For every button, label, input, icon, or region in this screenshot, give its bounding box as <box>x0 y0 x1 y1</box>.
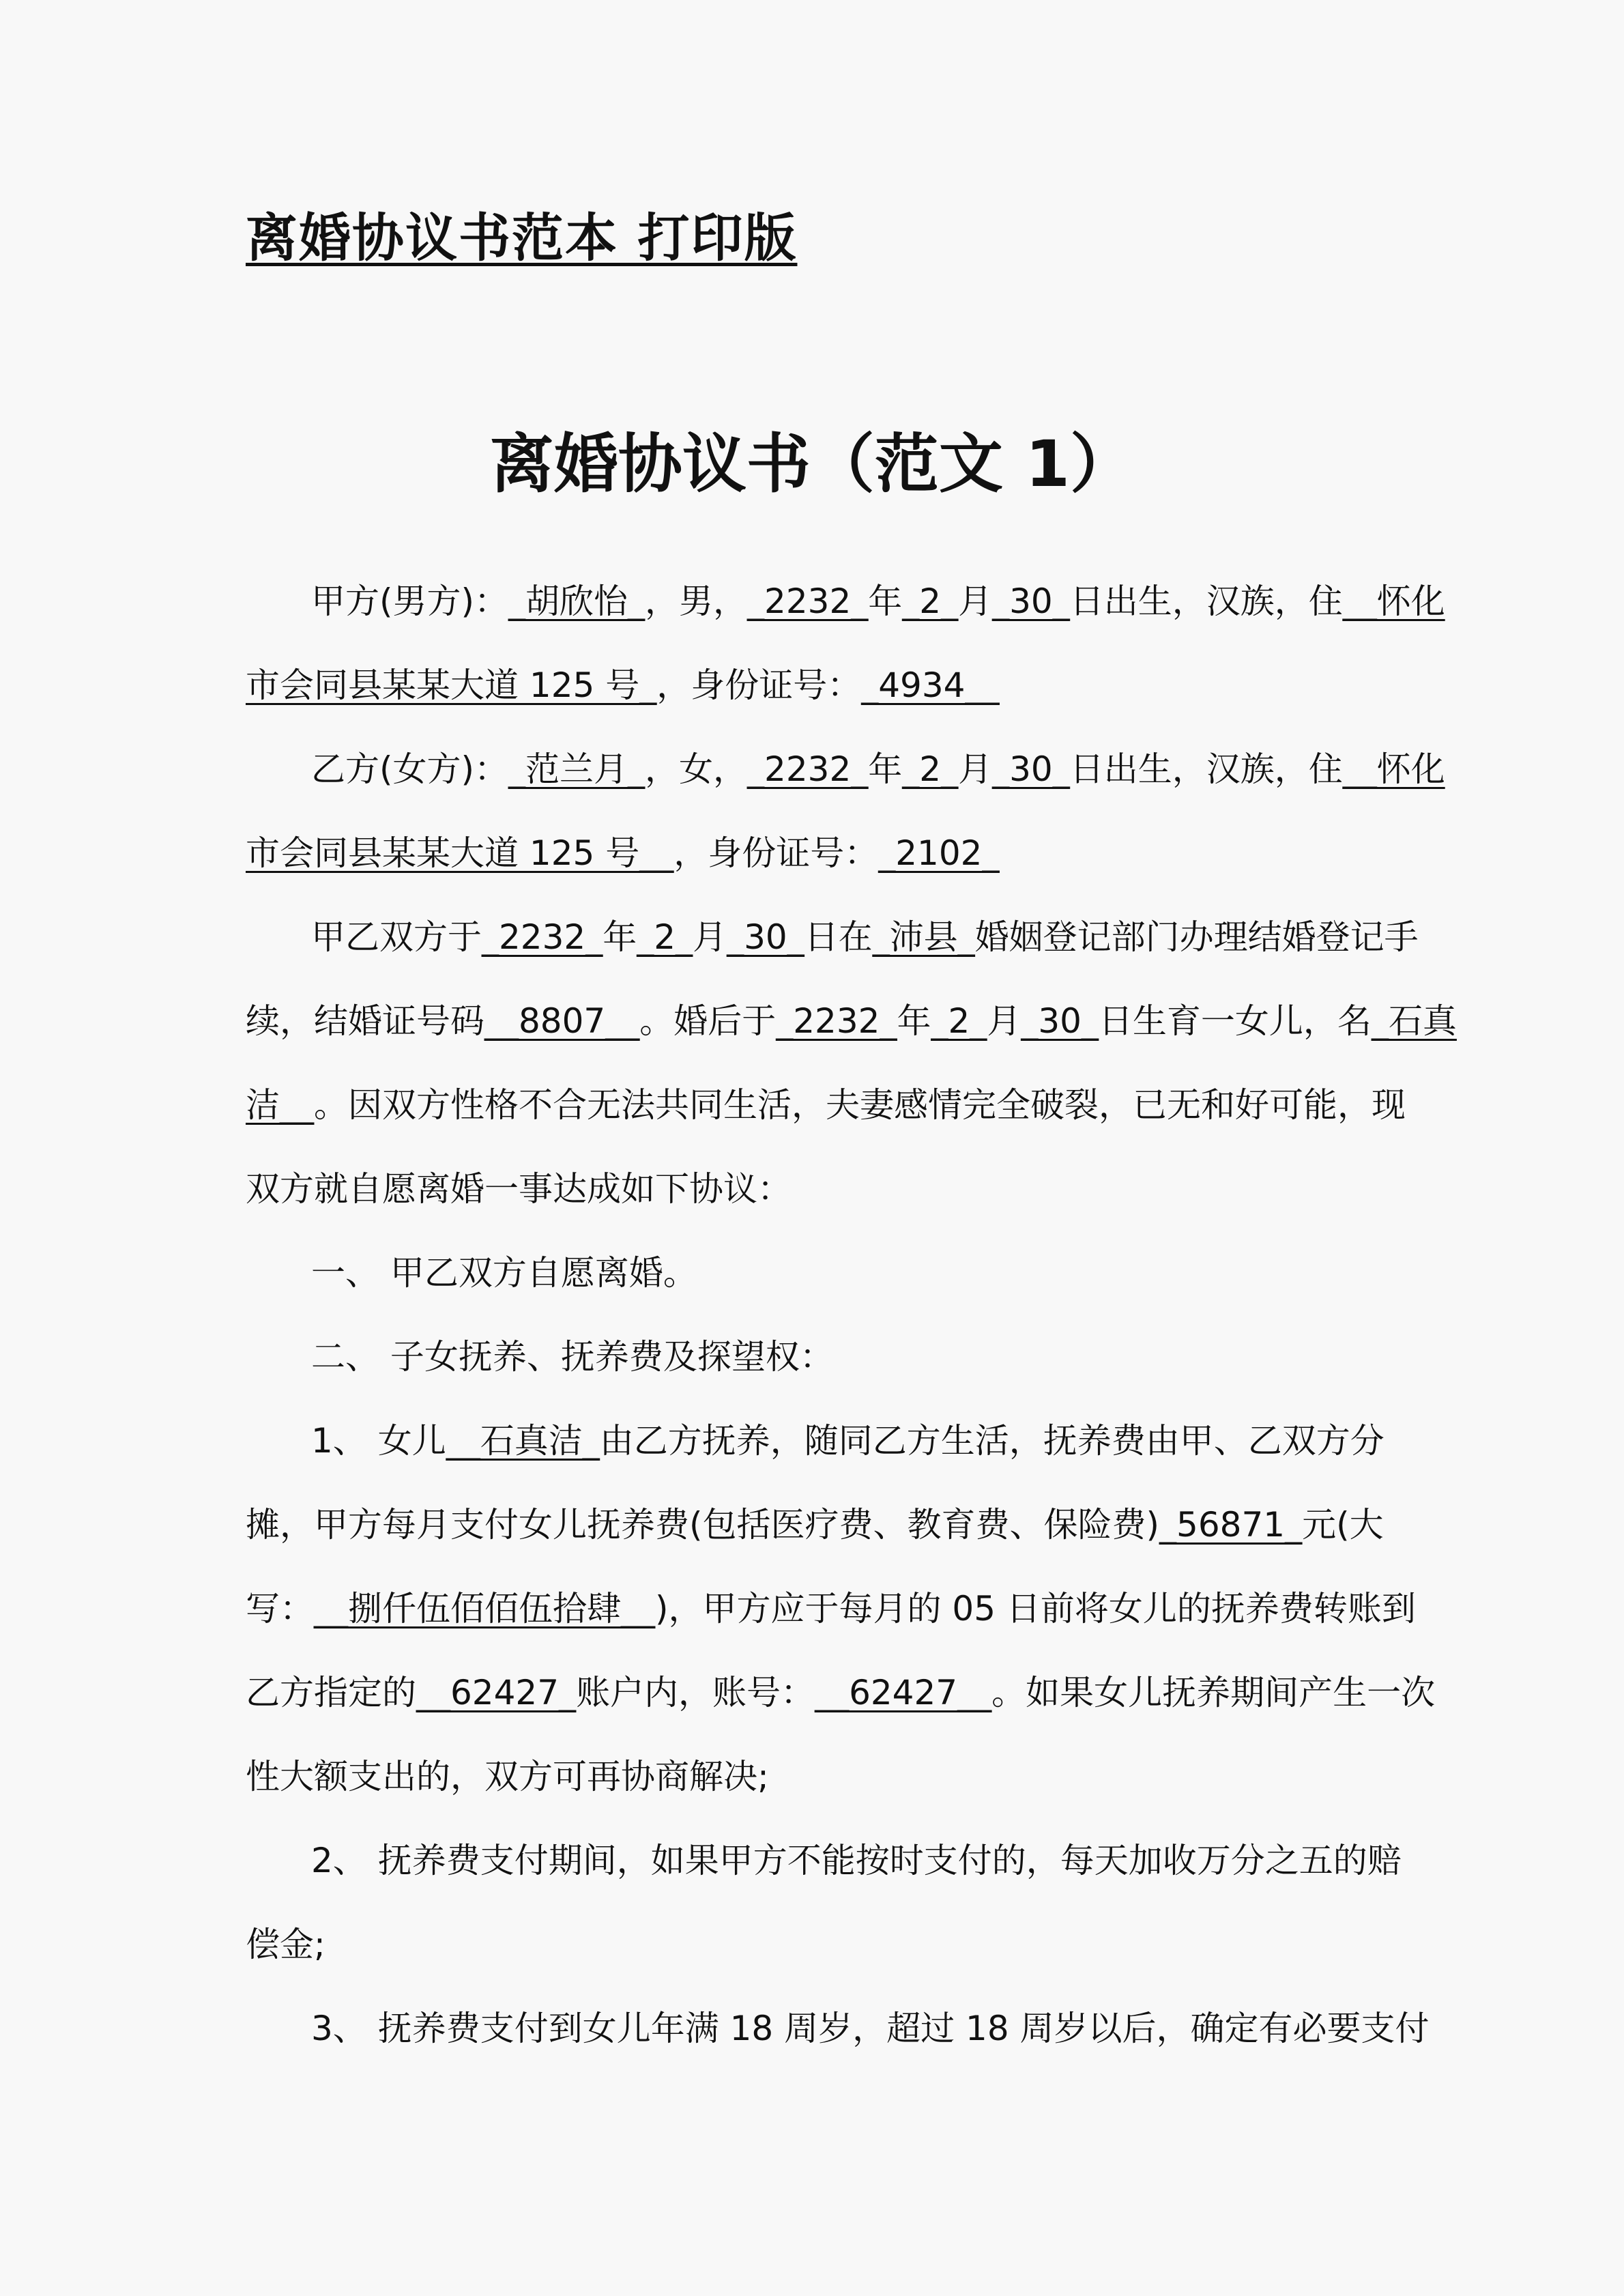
clause-1: 一、 甲乙双方自愿离婚。 <box>311 1253 697 1293</box>
party-a-birth-month: _2_ <box>902 582 959 621</box>
item-1-line-3: 写：__捌仟伍佰佰伍拾肆__)，甲方应于每月的 05 日前将女儿的抚养费转账到 <box>246 1589 1416 1628</box>
item-1-line-4: 乙方指定的__62427_账户内，账号：__62427__。如果女儿抚养期间产生一次 <box>246 1673 1436 1712</box>
marriage-year: _2232_ <box>482 917 603 957</box>
party-a-address-start: __怀化 <box>1342 582 1445 621</box>
party-b-address-end: 市会同县某某大道 125 号__ <box>246 833 674 873</box>
child-birth-day: _30_ <box>1021 1001 1099 1041</box>
item-2-line-2: 偿金; <box>246 1925 325 1964</box>
party-a-birth-year: _2232_ <box>747 582 869 621</box>
party-b-birth-month: _2_ <box>902 749 959 789</box>
party-b-address-start: __怀化 <box>1342 749 1445 789</box>
party-b-line-1: 乙方(女方)：_范兰月_，女，_2232_年_2_月_30_日出生，汉族，住__怀化 <box>311 749 1445 789</box>
party-a-name: _胡欣怡_ <box>508 582 646 621</box>
party-a-address-end: 市会同县某某大道 125 号_ <box>246 665 657 705</box>
marriage-month: _2_ <box>637 917 693 957</box>
child-name-end: 洁__ <box>246 1085 314 1125</box>
marriage-line-2: 续，结婚证号码__8807__。婚后于_2232_年_2_月_30_日生育一女儿，名_石真 <box>246 1001 1457 1041</box>
marriage-certificate-number: __8807__ <box>484 1001 640 1041</box>
clause-2: 二、 子女抚养、抚养费及探望权： <box>311 1337 834 1377</box>
marriage-line-4: 双方就自愿离婚一事达成如下协议： <box>246 1169 792 1209</box>
marriage-line-3: 洁__。因双方性格不合无法共同生活，夫妻感情完全破裂，已无和好可能，现 <box>246 1085 1406 1125</box>
party-b-birth-day: _30_ <box>992 749 1070 789</box>
party-a-line-2: 市会同县某某大道 125 号_，身份证号：_4934__ <box>246 665 1000 705</box>
child-name-start: _石真 <box>1371 1001 1457 1041</box>
child-birth-month: _2_ <box>931 1001 987 1041</box>
item-1-line-1: 1、 女儿__石真洁_由乙方抚养，随同乙方生活，抚养费由甲、乙双方分 <box>311 1421 1384 1461</box>
item-1-line-5: 性大额支出的，双方可再协商解决; <box>246 1757 769 1796</box>
bank-name: __62427_ <box>416 1673 577 1712</box>
agreement-title: 离婚协议书（范文 1） <box>489 427 1135 502</box>
document-title: 离婚协议书范本 打印版 <box>246 207 798 268</box>
account-number: __62427__ <box>815 1673 992 1712</box>
marriage-day: _30_ <box>727 917 804 957</box>
party-a-birth-day: _30_ <box>992 582 1070 621</box>
party-b-id-number: _2102_ <box>878 833 1000 873</box>
support-amount-capital: __捌仟伍佰佰伍拾肆__ <box>314 1589 655 1628</box>
item-2-line-1: 2、 抚养费支付期间，如果甲方不能按时支付的，每天加收万分之五的赔 <box>311 1841 1402 1880</box>
child-birth-year: _2232_ <box>776 1001 897 1041</box>
marriage-line-1: 甲乙双方于_2232_年_2_月_30_日在_沛县_婚姻登记部门办理结婚登记手 <box>311 917 1419 957</box>
support-amount: _56871_ <box>1159 1505 1303 1545</box>
party-b-birth-year: _2232_ <box>747 749 869 789</box>
agreement-body <box>246 560 1457 2071</box>
party-a-line-1: 甲方(男方)：_胡欣怡_，男，_2232_年_2_月_30_日出生，汉族，住__怀化 <box>311 582 1445 621</box>
party-b-line-2: 市会同县某某大道 125 号__，身份证号：_2102_ <box>246 833 1000 873</box>
party-b-name: _范兰月_ <box>508 749 646 789</box>
item-1-line-2: 摊，甲方每月支付女儿抚养费(包括医疗费、教育费、保险费)_56871_元(大 <box>246 1505 1384 1545</box>
party-a-id-number: _4934__ <box>861 665 1000 705</box>
item-3-line-1: 3、 抚养费支付到女儿年满 18 周岁，超过 18 周岁以后，确定有必要支付 <box>311 2009 1430 2048</box>
marriage-place: _沛县_ <box>872 917 975 957</box>
custody-child-name: __石真洁_ <box>446 1421 600 1461</box>
